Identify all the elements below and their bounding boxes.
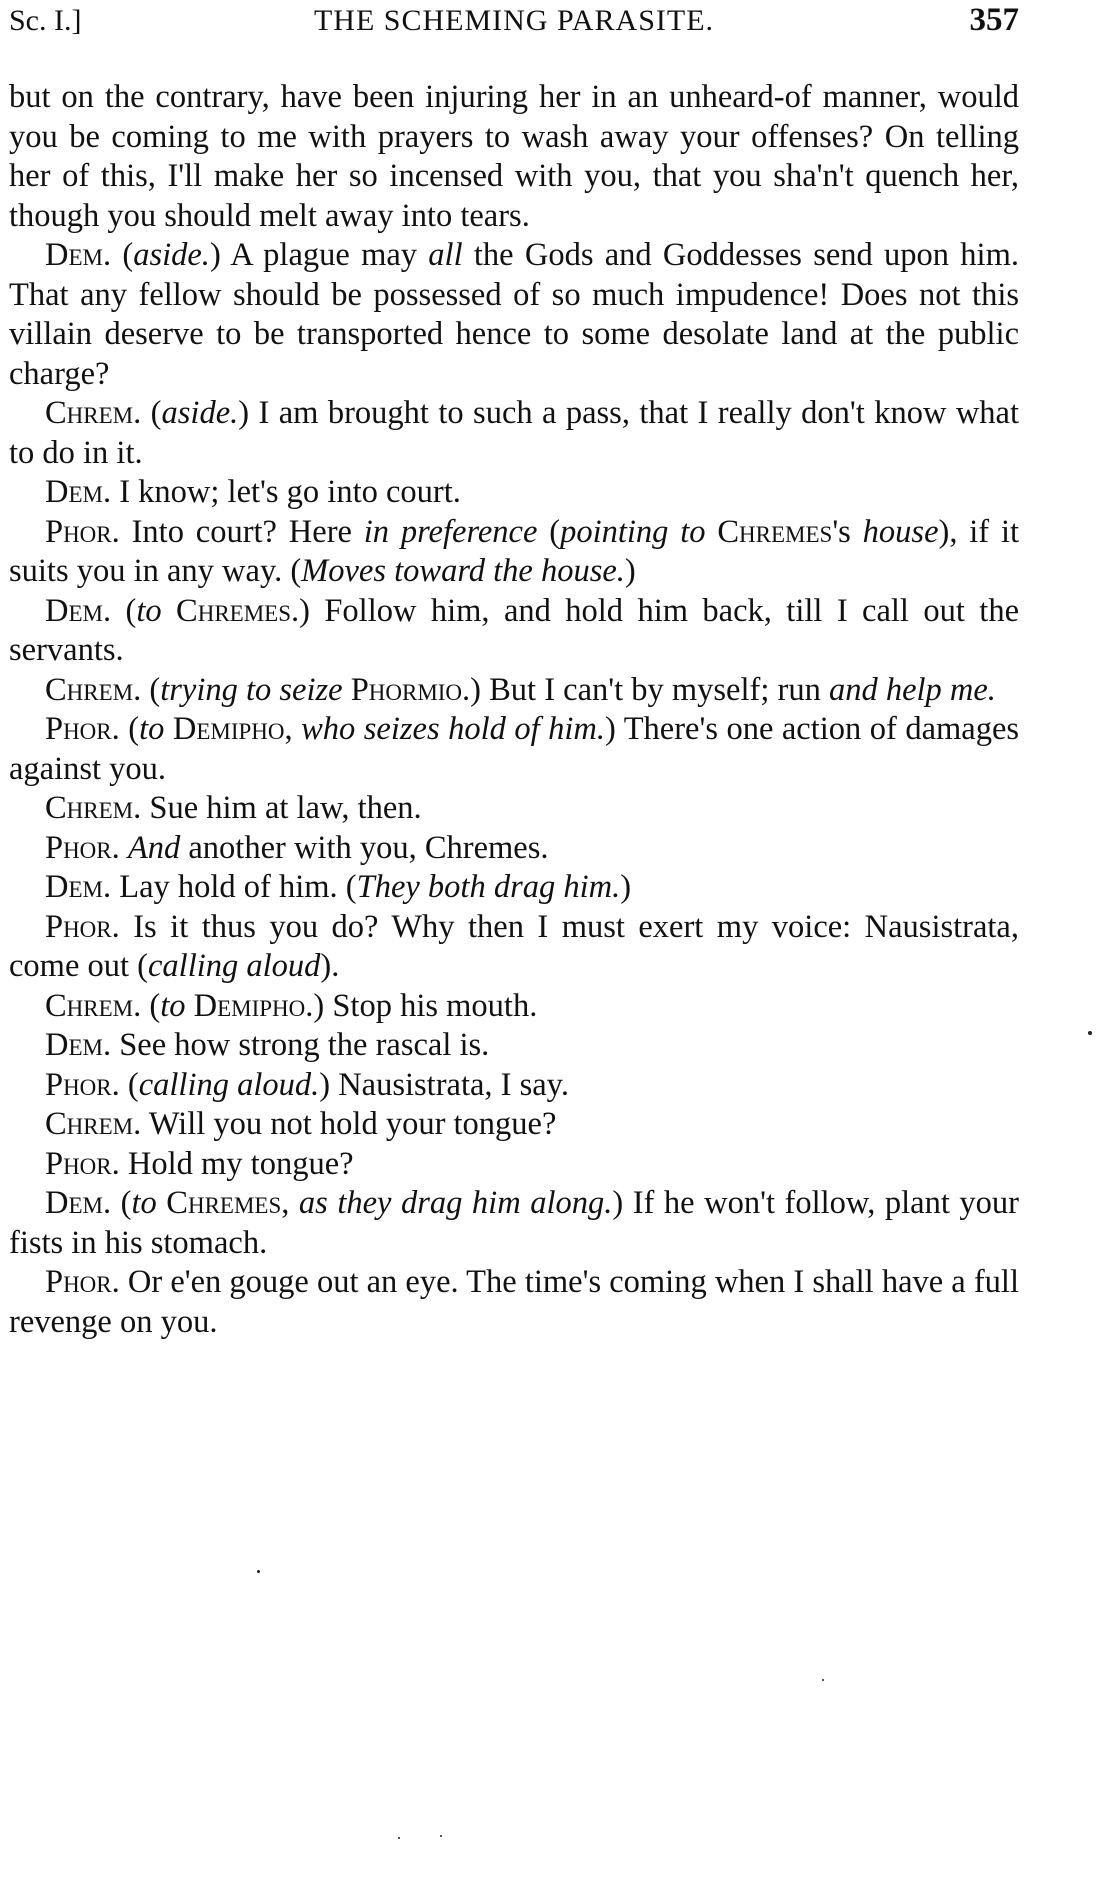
text-run: Or e'en gouge out an eye. The time's coming when I shall have a full revenge on you.: [9, 1264, 1019, 1340]
speaker-name: Phor.: [45, 513, 120, 550]
speaker-name: Phor.: [45, 829, 120, 866]
stage-direction: to: [131, 1185, 157, 1221]
text-paragraph: [9, 1263, 1019, 1342]
text-run: See how strong the rascal is.: [111, 1027, 490, 1063]
stage-direction: aside.: [161, 395, 239, 431]
page-number: 357: [969, 2, 1019, 38]
stage-direction: calling aloud: [147, 948, 321, 984]
text-paragraph: [9, 671, 1019, 711]
text-run: Hold my tongue?: [119, 1145, 354, 1182]
speaker-name: Chremes,: [166, 1185, 290, 1221]
text-run: ): [620, 869, 632, 905]
text-run: ).: [320, 948, 340, 984]
text-run: ): [624, 553, 636, 589]
text-run: (: [141, 395, 162, 431]
scene-marker: Sc. I.]: [9, 4, 82, 37]
stage-direction: pointing to: [560, 513, 706, 550]
text-run: ) There's one action of damages against you.: [9, 711, 1020, 787]
text-paragraph: [9, 394, 1019, 473]
text-run: [706, 514, 718, 550]
text-paragraph: [9, 987, 1019, 1027]
speaker-name: Chrem.: [45, 671, 142, 708]
speaker-name: Phor.: [45, 1066, 120, 1103]
page-body: [9, 78, 1019, 1342]
speaker-name: Chrem.: [45, 790, 142, 826]
stage-direction: aside.: [133, 237, 210, 273]
text-run: ) Stop his mouth.: [313, 987, 538, 1024]
text-run: [186, 988, 194, 1024]
scan-speck: [440, 1835, 442, 1837]
text-paragraph: [9, 236, 1019, 394]
text-paragraph: [9, 513, 1019, 592]
stage-direction: house: [862, 513, 939, 550]
text-run: ), if it suits you in any way. (: [9, 513, 1020, 589]
text-paragraph: [9, 1026, 1019, 1066]
scan-speck: [822, 1679, 824, 1681]
text-paragraph: [9, 473, 1019, 513]
text-paragraph: [9, 908, 1019, 987]
text-paragraph: [9, 1184, 1019, 1263]
speaker-name: Dem.: [45, 237, 112, 273]
running-title: THE SCHEMING PARASITE.: [313, 4, 715, 37]
text-run: (: [111, 1185, 132, 1221]
text-run: Is it thus you do? Why then I must exert my voice: Nausistrata, come out (: [9, 908, 1019, 984]
speaker-name: Chrem.: [45, 987, 142, 1024]
text-run: (: [119, 1066, 139, 1103]
speaker-name: Phor.: [45, 711, 120, 747]
text-run: ) I am brought to such a pass, that I really don't know what to do in it.: [9, 395, 1019, 471]
text-run: I know; let's go into court.: [111, 474, 461, 510]
stage-direction: And: [127, 829, 181, 866]
text-run: [164, 711, 172, 747]
text-paragraph: [9, 1145, 1019, 1185]
speaker-name: Chremes.: [176, 592, 300, 629]
text-run: ) Nausistrata, I say.: [319, 1066, 569, 1103]
text-paragraph: [9, 592, 1019, 671]
text-run: (: [111, 592, 137, 629]
stage-direction: to: [139, 711, 165, 747]
speaker-name: Dem.: [45, 1027, 112, 1063]
text-run: ) Follow him, and hold him back, till I call out the servants.: [9, 592, 1020, 668]
text-run: [162, 593, 176, 629]
scan-speck: [398, 1837, 400, 1839]
text-paragraph: [9, 78, 1019, 236]
speaker-name: Phormio.: [350, 671, 471, 708]
stage-direction: as they drag him along.: [298, 1185, 613, 1221]
text-paragraph: [9, 829, 1019, 869]
text-run: another with you, Chremes.: [180, 829, 549, 866]
stage-direction: Moves toward the house.: [301, 553, 625, 589]
speaker-name: Demipho,: [172, 711, 293, 747]
text-run: (: [537, 513, 561, 550]
text-run: 's: [832, 513, 863, 550]
book-page: [9, 0, 1019, 1342]
text-run: [343, 672, 351, 708]
stage-direction: trying to seize: [160, 671, 343, 708]
scan-speck: [1088, 1031, 1092, 1035]
text-run: ) A plague may: [209, 237, 429, 273]
stage-direction: They both drag him.: [356, 869, 621, 905]
text-run: [157, 1185, 167, 1221]
text-run: (: [141, 671, 161, 708]
text-run: Sue him at law, then.: [141, 790, 422, 826]
text-paragraph: [9, 710, 1019, 789]
text-run: but on the contrary, have been injuring her in an unheard-of manner, would you be coming to me with prayers to wash away your offenses? On telling her of this, I'll make her so incensed with you, that you sha'n't quench her, though you should melt away into tears.: [9, 79, 1019, 234]
running-header: [9, 0, 1019, 46]
speaker-name: Dem.: [45, 592, 112, 629]
text-run: (: [119, 711, 140, 747]
speaker-name: Dem.: [45, 474, 112, 510]
stage-direction: to: [160, 987, 186, 1024]
speaker-name: Chrem.: [45, 395, 142, 431]
speaker-name: Phor.: [45, 1264, 120, 1300]
speaker-name: Phor.: [45, 1145, 120, 1182]
stage-direction: calling aloud.: [138, 1066, 320, 1103]
text-run: [120, 830, 128, 866]
stage-direction: to: [136, 592, 162, 629]
text-run: (: [111, 237, 134, 273]
speaker-name: Dem.: [45, 869, 112, 905]
text-run: [289, 1185, 299, 1221]
text-run: (: [141, 987, 161, 1024]
speaker-name: Phor.: [45, 908, 120, 945]
text-run: the Gods and Goddesses send upon him. That any fellow should be possessed of so much impudence! Does not this villain deserve to be transported hence to some desolate land at the public charge?: [9, 237, 1019, 392]
speaker-name: Chrem.: [45, 1106, 142, 1142]
text-run: ) If he won't follow, plant your fists in his stomach.: [9, 1185, 1019, 1261]
speaker-name: Dem.: [45, 1185, 112, 1221]
text-run: ) But I can't by myself; run: [470, 671, 829, 708]
stage-direction: and help me.: [828, 671, 996, 708]
speaker-name: Demipho.: [193, 987, 314, 1024]
text-run: Into court? Here: [119, 513, 364, 550]
text-paragraph: [9, 1066, 1019, 1106]
stage-direction: who seizes hold of him.: [301, 711, 605, 747]
text-run: [293, 711, 301, 747]
text-run: Lay hold of him. (: [111, 869, 357, 905]
stage-direction: all: [428, 237, 463, 273]
scan-speck: [257, 1570, 260, 1573]
stage-direction: in preference: [363, 513, 538, 550]
text-run: Will you not hold your tongue?: [141, 1106, 557, 1142]
speaker-name: Chremes: [717, 513, 833, 550]
text-paragraph: [9, 789, 1019, 829]
text-paragraph: [9, 1105, 1019, 1145]
text-paragraph: [9, 868, 1019, 908]
